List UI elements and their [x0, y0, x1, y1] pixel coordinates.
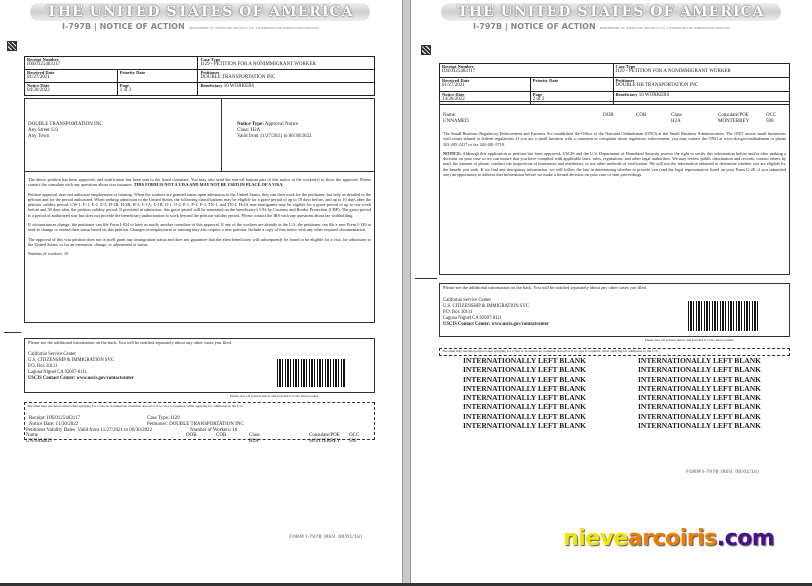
- address-line: California Service Center: [443, 298, 491, 303]
- visa-warning: THIS FORM IS NOT A VISA AND MAY NOT BE USED IN PLACE OF A VISA.: [133, 182, 284, 188]
- case-type: I129 - PETITION FOR A NONIMMIGRANT WORKER: [615, 69, 731, 74]
- watermark-part: .com: [716, 526, 775, 551]
- cell: MONTERREY: [309, 439, 341, 444]
- col-consulate: Consulate/POE: [718, 113, 749, 118]
- blank-line: INTERNATIONALLY LEFT BLANK: [638, 421, 761, 431]
- service-center-address: [28, 352, 134, 382]
- address-line: DOUBLE TRANSPORTATION INC: [28, 122, 103, 127]
- watermark-part: nieve: [563, 526, 628, 551]
- additional-info: Please see the additional information on the back. You will be notified separately about any other cases you filed.: [443, 285, 647, 290]
- blank-line: INTERNATIONALLY LEFT BLANK: [638, 374, 761, 384]
- barcode: [277, 359, 345, 387]
- notice-body: [24, 98, 375, 323]
- label: Notice Date: [442, 92, 465, 97]
- banner-title: THE UNITED STATES OF AMERICA: [441, 3, 781, 21]
- label: Priority Date: [532, 78, 559, 83]
- notice-type-block: [237, 122, 312, 140]
- mailing-address: [28, 122, 103, 140]
- tear-validity: Petitioner Validity Dates: Valid from 11/27/2021 to 06/30/2022: [26, 428, 153, 433]
- address-line: Laguna Niguel CA 92607-0111: [443, 316, 502, 321]
- address-line: Any Street 123: [28, 128, 59, 133]
- banner-title: THE UNITED STATES OF AMERICA: [30, 3, 370, 21]
- col-dob: DOB: [603, 113, 614, 118]
- col-cob: COB: [636, 113, 647, 118]
- blank-line: INTERNATIONALLY LEFT BLANK: [463, 402, 586, 412]
- cell: [636, 119, 671, 125]
- petitioner: DOUBLE TRANSPORTATION INC: [200, 75, 276, 80]
- case-header-table: [24, 56, 375, 96]
- cell: H2A: [671, 119, 681, 124]
- blank-line: INTERNATIONALLY LEFT BLANK: [463, 374, 586, 384]
- blank-line: INTERNATIONALLY LEFT BLANK: [638, 393, 761, 403]
- number-of-workers: Number of workers: 10: [28, 251, 69, 257]
- label: Receipt Number: [442, 64, 474, 69]
- service-center-address: [443, 298, 549, 328]
- cell: [603, 119, 636, 125]
- label: Case Type: [615, 64, 636, 69]
- form-number: FORM I-797B (REV. 08/01/16): [289, 535, 363, 540]
- notice-date: 04/30/2022: [27, 88, 50, 93]
- service-center-box: [24, 338, 375, 393]
- col-cob: COB: [216, 433, 227, 438]
- page-number: 1 of 2: [119, 88, 132, 93]
- paragraph: The above petition has been approved, and notification has been sent to the listed consulate. You may also send the tear-off bottom part of this notice to the worker(s) to show the approval. Please contact the consulate with any questions about visa issuance.: [28, 177, 371, 188]
- paragraph: If circumstances change, the petitioner can file Form I-824 to have us notify another consulate of this approval. If any of the workers are already in the U.S. the petitioner can file a new Form I-129 to seek to change or extend their status based on this petition. Changes in employment or training may also require a new petition. Include a copy of this notice with any other required documentation.: [28, 222, 371, 233]
- beneficiary: 10 WORKERS: [638, 93, 670, 98]
- form-title: [473, 22, 730, 31]
- received-date: 01/27/2021: [27, 75, 50, 80]
- worker-table-row: [443, 119, 788, 125]
- case-type: I129 - PETITION FOR A NONIMMIGRANT WORKER: [200, 62, 316, 67]
- label: Receipt Number: [27, 57, 59, 62]
- additional-info: Please see the additional information on the back. You will be notified separately about any other cases you filed.: [28, 340, 232, 345]
- cell: H2A: [249, 439, 259, 444]
- label: Petitioner: [200, 70, 220, 75]
- tear-off-note: Please tear off portion below and forward it to the alien worker.: [645, 338, 734, 342]
- blank-line: INTERNATIONALLY LEFT BLANK: [638, 356, 761, 365]
- blank-line: INTERNATIONALLY LEFT BLANK: [463, 411, 586, 421]
- blank-line: INTERNATIONALLY LEFT BLANK: [463, 365, 586, 375]
- tear-case-type: Case Type: I129: [147, 416, 180, 421]
- beneficiary: 10 WORKERS: [223, 84, 255, 89]
- class: Class: H2A: [237, 128, 261, 133]
- contact-center: USCIS Contact Center: www.uscis.gov/contactcenter: [28, 376, 134, 381]
- address-line: California Service Center: [28, 352, 76, 357]
- blank-line: INTERNATIONALLY LEFT BLANK: [638, 365, 761, 375]
- worker-table: [26, 433, 374, 445]
- tear-petitioner: Petitioner: DOUBLE TRANSPORTATION INC: [147, 422, 244, 427]
- address-line: U.S. CITIZENSHIP & IMMIGRATION SVC: [443, 304, 530, 309]
- blank-line: INTERNATIONALLY LEFT BLANK: [638, 383, 761, 393]
- validity: Valid from 11/27/2021 to 06/30/2022: [237, 134, 312, 139]
- tear-off-note: Please tear off portion below and forward it to the alien worker.: [230, 394, 319, 398]
- blank-line: INTERNATIONALLY LEFT BLANK: [463, 356, 586, 365]
- label: Notice Date: [27, 83, 50, 88]
- label: Page: [532, 92, 542, 97]
- label: Received Date: [27, 70, 55, 75]
- tear-off-section: [24, 402, 375, 444]
- cell: 500: [349, 439, 357, 444]
- tear-workers: Number of Workers: 10: [190, 428, 238, 433]
- label: Received Date: [442, 78, 470, 83]
- label: Page: [119, 83, 129, 88]
- label: Petitioner: [615, 78, 635, 83]
- notice-text: [28, 177, 371, 261]
- ombudsman-paragraph: The Small Business Regulatory Enforcement and Fairness Act established the Office of the National Ombudsman (ONO) at the Small Business Administration. The ONO assists small businesses with issues related to federal regulations. If you are a small business with a comment or complaint about regulatory enforcement, you may contact the ONO at www.sba.gov/ombudsman or phone 202-205-2417 or fax 202-481-5719.: [443, 131, 786, 147]
- notice-type: Approval Notice: [264, 122, 299, 127]
- col-class: Class: [249, 433, 260, 438]
- alien-note: The alien may use this portion when applying for a visa at an American consulate abroad or if no visa is required, when applying for admission to the U.S.: [442, 349, 659, 353]
- qr-code-icon: [421, 45, 431, 55]
- cell: MONTERREY: [718, 119, 750, 124]
- received-date: 01/27/2021: [442, 83, 465, 88]
- paragraph: Although this application or petition has been approved, USCIS and the U.S. Department of Homeland Security reserve the right to verify this information before and/or after making a decision on your case so we can ensure that you have complied with applicable laws, rules, regulations, and other legal authorities. We may review public information and records, contact others by mail, the internet or phone, conduct site inspections of businesses and residences, or use other methods of verification. We will use the information obtained to determine whether you are eligible for the benefit you seek. If we find any derogatory information, we will follow the law in determining whether to provide you (and the legal representative listed on your Form G-28, if you submitted one) an opportunity to address that information before we make a formal decision on your case or start proceedings.: [443, 150, 786, 178]
- col-occ: OCC: [349, 433, 360, 438]
- form-title-text: I-797B | NOTICE OF ACTION: [473, 22, 596, 31]
- alien-note: The alien may use this portion when applying for a visa at an American consulate abroad or if no visa is required, when applying for admission to the U.S.: [27, 404, 244, 408]
- tear-off-section: [439, 348, 790, 356]
- barcode: [688, 301, 758, 331]
- paragraph: Petition approval does not authorize employment or training. When the workers are granted status upon admission to the United States, they can then work for the petitioner, but only as detailed in the petition and for the period authorized. When seeking admission to the United States, the following classifications may be eligible for a grace period of up to 10 days before, and up to 10 days after the petition validity period: CW-1, E-1, E-2, E-3, H-1B, H-2B, H-3, L-1A, L-1B, O-1, O-2, P-1, P-2, P-3, TN-1, and TN-2. H-2A non-immigrants may be eligible for a grace period of up to one week before and 30 days after the petition validity period. If provided at admission, this grace period will be annotated on the beneficiary's I-94 by Customs and Border Protection (CBP). The grace period is a period of authorized stay but does not provide the beneficiary authorization to work beyond the petition validity period. Please contact the IRS with any questions about tax withholding.: [28, 191, 371, 218]
- col-name: Name: [26, 433, 38, 438]
- notice-body: [439, 101, 790, 275]
- qr-code-icon: [7, 41, 17, 51]
- cell: 500: [766, 119, 774, 124]
- label: Beneficiary: [615, 92, 638, 97]
- col-dob: DOB: [186, 433, 197, 438]
- col-occ: OCC: [766, 113, 777, 118]
- address-line: P.O. Box 30111: [443, 310, 473, 315]
- form-title-text: I-797B | NOTICE OF ACTION: [62, 22, 185, 31]
- address-line: U.S. CITIZENSHIP & IMMIGRATION SVC: [28, 358, 115, 363]
- petitioner: DOUBLE BB TRANSPORTATION INC: [615, 83, 699, 88]
- case-header-table: [439, 63, 790, 105]
- watermark-part: arcoiris: [627, 526, 717, 551]
- notice-text: [443, 131, 786, 181]
- label: Notice Type:: [237, 122, 264, 127]
- watermark-logo: [563, 526, 774, 551]
- blank-line: INTERNATIONALLY LEFT BLANK: [463, 421, 586, 431]
- address-line: P.O. Box 30111: [28, 364, 58, 369]
- blank-line: INTERNATIONALLY LEFT BLANK: [638, 411, 761, 421]
- agency: DEPARTMENT OF HOMELAND SECURITY U.S. CITIZENSHIP AND IMMIGRATION SERVICES: [188, 26, 319, 30]
- receipt-number: IOE0125483117: [27, 62, 61, 67]
- notice-page-1: [0, 0, 403, 583]
- col-name: Name: [443, 113, 455, 118]
- paragraph: The approval of this visa petition does not in itself grant any immigration status and does not guarantee that the alien beneficiary will subsequently be found to be eligible for a visa, for admission to the United States, or for an extension, change, or adjustment of status.: [28, 236, 371, 247]
- blank-column-left: [463, 356, 586, 430]
- form-title: [62, 22, 319, 31]
- contact-center: USCIS Contact Center: www.uscis.gov/contactcenter: [443, 322, 549, 327]
- tear-receipt: Receipt: IOE0125483117: [29, 416, 81, 421]
- worker-table: [443, 113, 788, 125]
- blank-line: INTERNATIONALLY LEFT BLANK: [463, 383, 586, 393]
- service-center-box: [439, 283, 790, 337]
- blank-line: INTERNATIONALLY LEFT BLANK: [638, 402, 761, 412]
- notice-label: NOTICE:: [443, 150, 462, 156]
- notice-page-2: [410, 0, 812, 583]
- cell: UNNAMED: [443, 119, 469, 124]
- notice-date: 14/30/2022: [442, 97, 465, 102]
- cell: UNNAMED: [26, 439, 52, 444]
- col-class: Class: [671, 113, 682, 118]
- label: Beneficiary: [200, 83, 223, 88]
- tear-notice-date: Notice Date: 11/30/2022: [29, 422, 79, 427]
- form-number: FORM I-797B (REV. 08/01/16): [686, 470, 760, 475]
- address-line: Laguna Niguel CA 92607-0111: [28, 370, 87, 375]
- cell: [186, 439, 216, 445]
- page-number: 2 of 2: [532, 97, 545, 102]
- blank-column-right: [638, 356, 761, 430]
- worker-table-row: [26, 439, 374, 445]
- col-consulate: Consulate/POE: [309, 433, 340, 438]
- agency: DEPARTMENT OF HOMELAND SECURITY U.S. CITIZENSHIP AND IMMIGRATION SERVICES: [599, 26, 730, 30]
- receipt-number: IOE0125483117: [442, 69, 476, 74]
- address-line: Any Town: [28, 134, 50, 139]
- cell: [216, 439, 249, 445]
- label: Priority Date: [119, 70, 146, 75]
- label: Case Type: [200, 57, 221, 62]
- blank-line: INTERNATIONALLY LEFT BLANK: [463, 393, 586, 403]
